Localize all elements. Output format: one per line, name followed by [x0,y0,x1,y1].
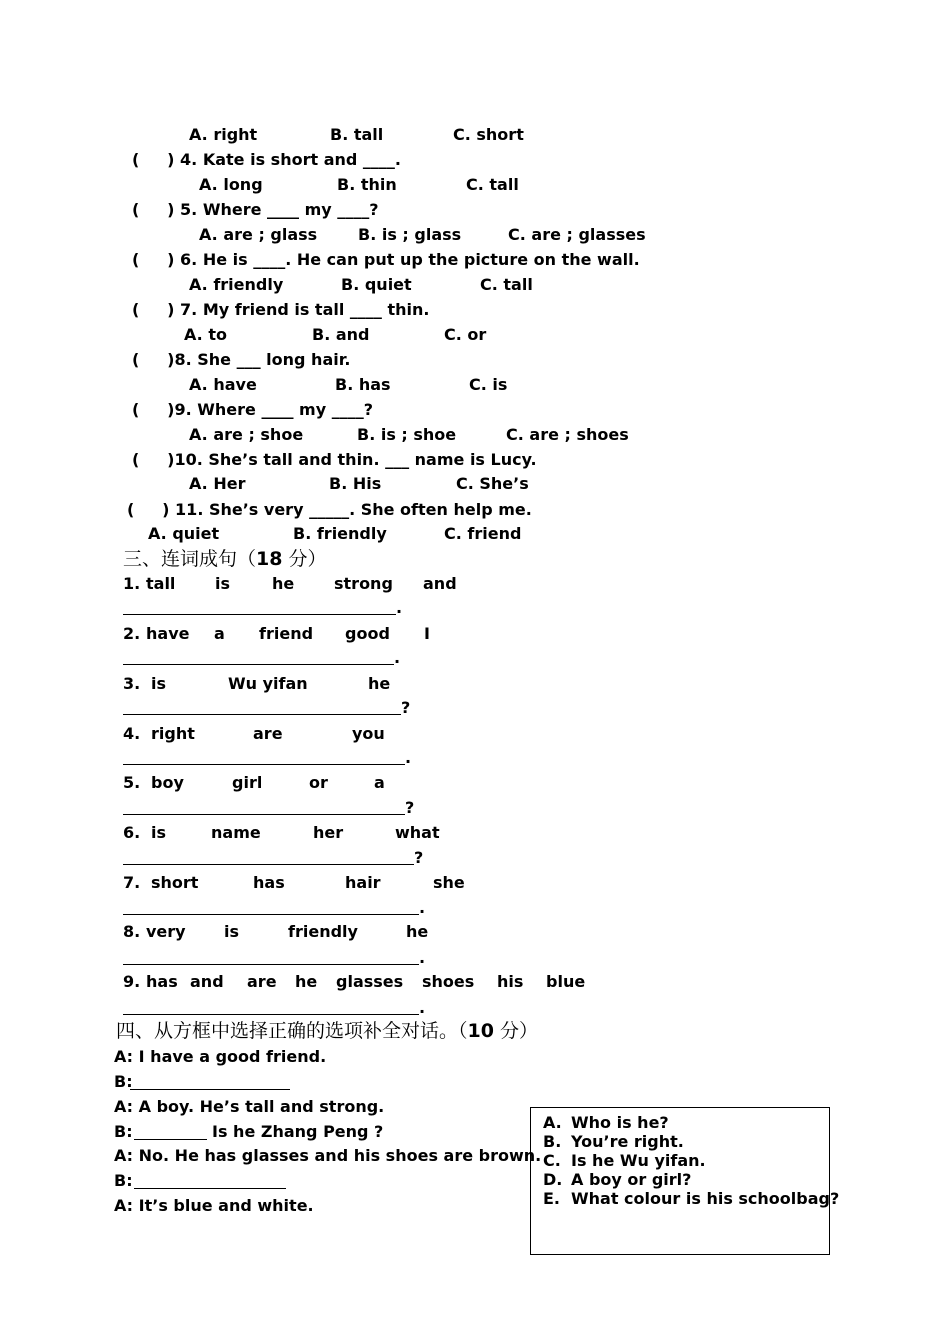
word: he [406,922,429,941]
option-c: C. tall [466,175,519,194]
word: right [151,724,195,743]
end-punctuation: ? [414,848,424,867]
word: or [309,773,328,792]
word: has [146,972,178,991]
end-punctuation: . [405,748,412,767]
option-c: C. or [444,325,487,344]
option-b: B. friendly [293,524,387,543]
word: boy [151,773,184,792]
option-a: A. long [199,175,263,194]
option-item-e: E. What colour is his schoolbag? [543,1189,840,1208]
option-b: B. is ; glass [358,225,462,244]
word: he [368,674,391,693]
option-a: A. friendly [189,275,284,294]
option-a: A. are ; shoe [189,425,304,444]
option-c: C. tall [480,275,533,294]
answer-line[interactable] [123,764,405,765]
word: tall [146,574,176,593]
dialogue-line: A: A boy. He’s tall and strong. [114,1097,385,1116]
answer-line[interactable] [123,614,396,615]
word: hair [345,873,381,892]
word: girl [232,773,263,792]
end-punctuation: . [419,948,426,967]
section-3-title: 三、连词成句（18 分） [123,548,327,570]
option-a: A. are ; glass [199,225,318,244]
item-number: 4. [123,724,141,743]
option-a: A. have [189,375,257,394]
option-item-a: A. Who is he? [543,1113,669,1132]
item-number: 1. [123,574,141,593]
dialogue-line: Is he Zhang Peng ? [212,1122,384,1141]
option-c: C. short [453,125,524,144]
word: short [151,873,199,892]
option-a: A. right [189,125,258,144]
item-number: 7. [123,873,141,892]
options-box [530,1107,840,1255]
word: have [146,624,190,643]
word: friendly [288,922,358,941]
option-item-d: D. A boy or girl? [543,1170,692,1189]
word: and [423,574,457,593]
option-item-c: C. Is he Wu yifan. [543,1151,706,1170]
word: her [313,823,344,842]
word: and [190,972,224,991]
item-number: 2. [123,624,141,643]
answer-blank[interactable] [134,1139,207,1140]
word: what [395,823,440,842]
option-b: B. quiet [341,275,412,294]
end-punctuation: ? [401,698,411,717]
word: a [374,773,385,792]
word: has [253,873,285,892]
question-9: ( )9. Where ____ my ____? [132,400,373,419]
option-b: B. tall [330,125,384,144]
end-punctuation: ? [405,798,415,817]
option-c: C. She’s [456,474,529,493]
word: blue [546,972,586,991]
word: a [214,624,225,643]
option-b: B. has [335,375,391,394]
word: he [295,972,318,991]
word: are [253,724,283,743]
question-6: ( ) 6. He is ____. He can put up the picture on the wall. [132,250,640,269]
option-a: A. to [184,325,227,344]
dialogue-line: A: It’s blue and white. [114,1196,314,1215]
word: very [146,922,186,941]
word: she [433,873,465,892]
dialogue-line: A: No. He has glasses and his shoes are brown. [114,1146,542,1165]
word: is [151,674,167,693]
option-b: B. is ; shoe [357,425,457,444]
item-number: 9. [123,972,141,991]
end-punctuation: . [419,998,426,1017]
section-4-title: 四、从方框中选择正确的选项补全对话。（10 分） [116,1020,539,1042]
question-10: ( )10. She’s tall and thin. ___ name is Lucy. [132,450,537,469]
answer-blank[interactable] [134,1188,286,1189]
option-b: B. thin [337,175,397,194]
word: friend [259,624,314,643]
answer-line[interactable] [123,664,394,665]
option-a: A. Her [189,474,246,493]
word: is [224,922,240,941]
word: name [211,823,261,842]
item-number: 6. [123,823,141,842]
word: good [345,624,390,643]
word: is [151,823,167,842]
end-punctuation: . [394,648,401,667]
question-11: ( ) 11. She’s very _____. She often help me. [127,500,532,519]
question-7: ( ) 7. My friend is tall ____ thin. [132,300,430,319]
item-number: 5. [123,773,141,792]
answer-line[interactable] [123,914,419,915]
answer-line[interactable] [123,1014,419,1015]
item-number: 8. [123,922,141,941]
answer-line[interactable] [123,964,419,965]
answer-blank[interactable] [130,1089,290,1090]
dialogue-line: A: I have a good friend. [114,1047,327,1066]
question-8: ( )8. She ___ long hair. [132,350,351,369]
question-5: ( ) 5. Where ____ my ____? [132,200,379,219]
word: you [352,724,385,743]
question-4: ( ) 4. Kate is short and ____. [132,150,401,169]
dialogue-speaker: B: [114,1072,133,1091]
word: strong [334,574,393,593]
option-c: C. are ; glasses [508,225,646,244]
dialogue-speaker: B: [114,1171,133,1190]
option-a: A. quiet [148,524,220,543]
option-b: B. and [312,325,370,344]
word: Wu yifan [228,674,308,693]
option-c: C. friend [444,524,522,543]
dialogue-speaker: B: [114,1122,133,1141]
answer-line[interactable] [123,864,414,865]
answer-line[interactable] [123,814,405,815]
item-number: 3. [123,674,141,693]
word: his [497,972,524,991]
word: are [247,972,277,991]
word: I [424,624,430,643]
word: glasses [336,972,404,991]
word: shoes [422,972,475,991]
option-c: C. is [469,375,508,394]
option-c: C. are ; shoes [506,425,629,444]
word: is [215,574,231,593]
option-b: B. His [329,474,382,493]
end-punctuation: . [419,898,426,917]
option-item-b: B. You’re right. [543,1132,684,1151]
end-punctuation: . [396,598,403,617]
word: he [272,574,295,593]
answer-line[interactable] [123,714,401,715]
